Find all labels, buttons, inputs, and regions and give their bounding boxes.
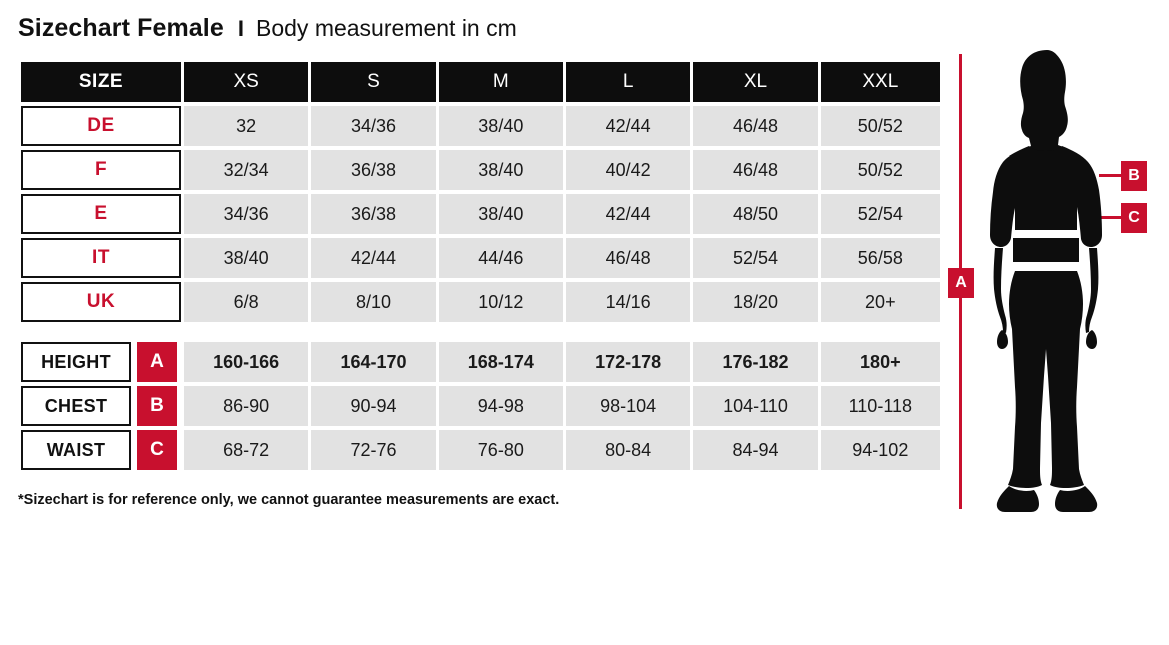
cell-waist-s: 72-76 [311,430,435,470]
cell-f-m: 38/40 [439,150,563,190]
table-row [21,342,940,382]
table-row-spacer [21,326,940,338]
row-label-height: HEIGHT [21,342,131,382]
cell-f-xxl: 50/52 [821,150,940,190]
row-label-waist-group [21,430,181,470]
cell-e-m: 38/40 [439,194,563,234]
cell-uk-xxl: 20+ [821,282,940,322]
cell-uk-m: 10/12 [439,282,563,322]
column-header-xs: XS [184,62,308,102]
cell-e-xl: 48/50 [693,194,817,234]
cell-e-xs: 34/36 [184,194,308,234]
table-row [21,238,940,278]
row-label-it: IT [21,238,181,278]
cell-it-s: 42/44 [311,238,435,278]
table-row [21,106,940,146]
cell-uk-xs: 6/8 [184,282,308,322]
sizechart-table-wrapper [18,58,943,474]
figure-marker-c: C [1121,203,1147,233]
cell-it-xs: 38/40 [184,238,308,278]
marker-tag-c: C [137,430,177,470]
cell-height-m: 168-174 [439,342,563,382]
column-header-l: L [566,62,690,102]
row-label-e: E [21,194,181,234]
column-header-size: SIZE [21,62,181,102]
row-label-chest: CHEST [21,386,131,426]
figure-marker-b: B [1121,161,1147,191]
cell-chest-xxl: 110-118 [821,386,940,426]
cell-height-xxl: 180+ [821,342,940,382]
cell-f-xs: 32/34 [184,150,308,190]
marker-tag-a: A [137,342,177,382]
row-label-waist: WAIST [21,430,131,470]
cell-de-xs: 32 [184,106,308,146]
cell-it-l: 46/48 [566,238,690,278]
row-label-uk: UK [21,282,181,322]
cell-e-l: 42/44 [566,194,690,234]
cell-it-xl: 52/54 [693,238,817,278]
cell-chest-s: 90-94 [311,386,435,426]
marker-tag-b: B [137,386,177,426]
female-silhouette-icon [981,48,1111,514]
column-header-xxl: XXL [821,62,940,102]
cell-height-xs: 160-166 [184,342,308,382]
cell-chest-xs: 86-90 [184,386,308,426]
cell-f-l: 40/42 [566,150,690,190]
cell-height-s: 164-170 [311,342,435,382]
sizechart-table [18,58,943,474]
footnote: *Sizechart is for reference only, we cannot guarantee measurements are exact. [18,492,560,508]
cell-waist-l: 80-84 [566,430,690,470]
column-header-s: S [311,62,435,102]
row-label-de: DE [21,106,181,146]
cell-waist-xs: 68-72 [184,430,308,470]
cell-height-l: 172-178 [566,342,690,382]
cell-de-m: 38/40 [439,106,563,146]
cell-uk-s: 8/10 [311,282,435,322]
cell-chest-xl: 104-110 [693,386,817,426]
cell-de-s: 34/36 [311,106,435,146]
table-row [21,282,940,322]
cell-chest-l: 98-104 [566,386,690,426]
cell-uk-xl: 18/20 [693,282,817,322]
column-header-m: M [439,62,563,102]
page-title-subtitle: Body measurement in cm [256,15,517,41]
title-separator: I [237,16,244,41]
row-label-height-group [21,342,181,382]
table-row [21,430,940,470]
cell-waist-xxl: 94-102 [821,430,940,470]
row-label-f: F [21,150,181,190]
table-row [21,194,940,234]
figure-marker-a: A [948,268,974,298]
cell-e-xxl: 52/54 [821,194,940,234]
table-header-row [21,62,940,102]
cell-height-xl: 176-182 [693,342,817,382]
cell-waist-m: 76-80 [439,430,563,470]
figure-panel [945,48,1165,518]
cell-waist-xl: 84-94 [693,430,817,470]
cell-f-s: 36/38 [311,150,435,190]
cell-e-s: 36/38 [311,194,435,234]
table-row [21,150,940,190]
cell-chest-m: 94-98 [439,386,563,426]
cell-de-xl: 46/48 [693,106,817,146]
cell-uk-l: 14/16 [566,282,690,322]
column-header-xl: XL [693,62,817,102]
cell-it-xxl: 56/58 [821,238,940,278]
cell-f-xl: 46/48 [693,150,817,190]
cell-de-l: 42/44 [566,106,690,146]
cell-it-m: 44/46 [439,238,563,278]
row-label-chest-group [21,386,181,426]
cell-de-xxl: 50/52 [821,106,940,146]
page-title-main: Sizechart Female [18,14,224,42]
page-title [18,14,517,43]
table-row [21,386,940,426]
